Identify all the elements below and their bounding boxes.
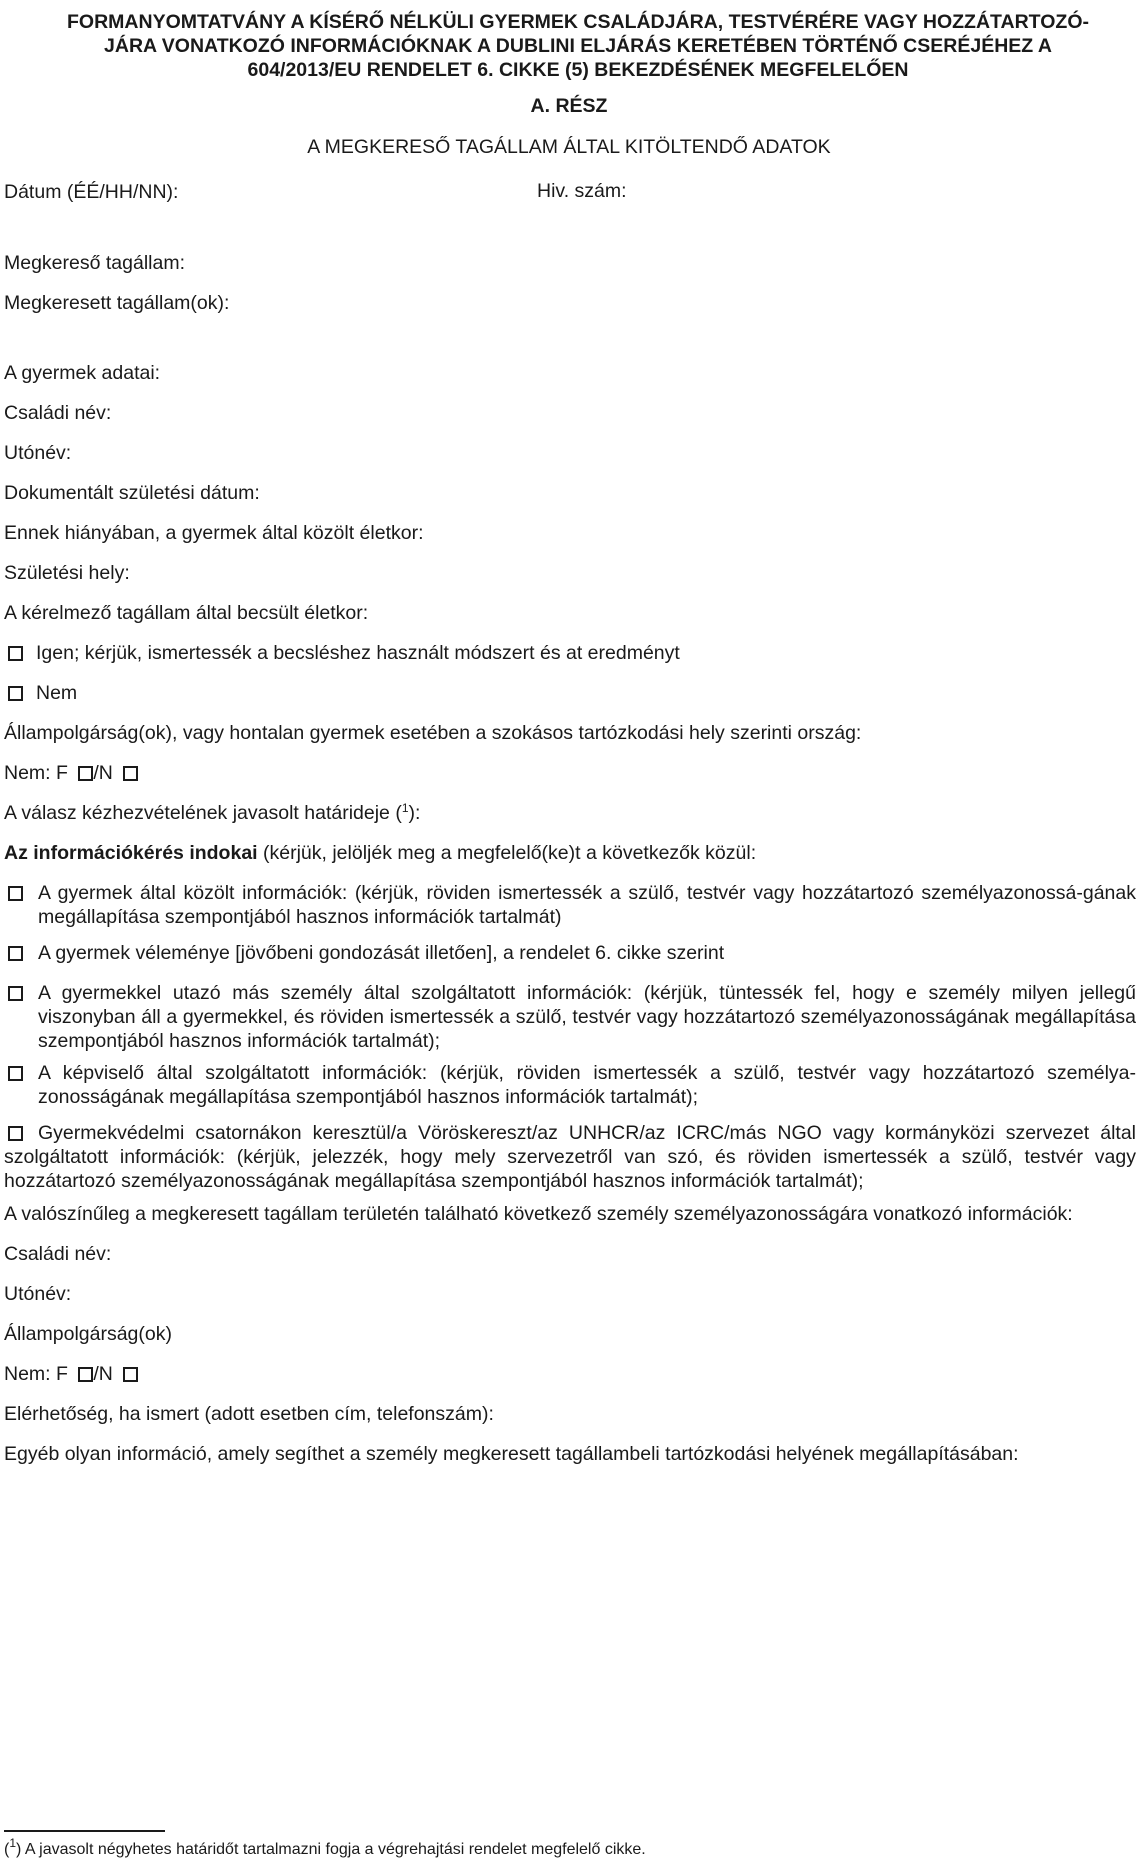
title-line-3: 604/2013/EU RENDELET 6. CIKKE (5) BEKEZDÉSÉNEK MEGFELELŐEN bbox=[247, 59, 909, 81]
footnote-text: ) A javasolt négyhetes határidőt tartalmazni fogja a végrehajtási rendelet megfelelő cikke. bbox=[16, 1841, 646, 1858]
person-sex-label: Nem: F bbox=[4, 1363, 68, 1385]
reason-checkbox-1[interactable] bbox=[8, 886, 23, 901]
person-sex-female-checkbox[interactable] bbox=[78, 1367, 93, 1382]
contact-label: Elérhetőség, ha ismert (adott esetben cím, telefonszám): bbox=[4, 1403, 494, 1425]
reference-number-label: Hiv. szám: bbox=[537, 180, 627, 202]
reason-item bbox=[4, 941, 1136, 965]
reason-item bbox=[4, 1121, 1136, 1193]
footnote-divider bbox=[4, 1830, 165, 1832]
other-info-label: Egyéb olyan információ, amely segíthet a személy megkeresett tagállambeli tartózkodási helyének megállapításában: bbox=[4, 1443, 1019, 1465]
reasons-heading-bold: Az információkérés indokai bbox=[4, 842, 258, 864]
child-data-heading: A gyermek adatai: bbox=[4, 362, 161, 384]
reasons-heading-rest: (kérjük, jelöljék meg a megfelelő(ke)t a következők közül: bbox=[257, 842, 757, 864]
citizenship-label: Állampolgárság(ok), vagy hontalan gyermek esetében a szokásos tartózkodási hely szerinti ország: bbox=[4, 722, 862, 744]
deadline-suffix: ): bbox=[408, 802, 421, 824]
reason-item bbox=[4, 981, 1136, 1053]
child-sex-female-checkbox[interactable] bbox=[78, 766, 93, 781]
person-family-name-label: Családi név: bbox=[4, 1243, 112, 1265]
title-line-2: JÁRA VONATKOZÓ INFORMÁCIÓKNAK A DUBLINI ELJÁRÁS KERETÉBEN TÖRTÉNŐ CSERÉJÉHEZ A bbox=[104, 35, 1052, 57]
person-heading: A valószínűleg a megkeresett tagállam területén található következő személy személyazonosságára vonatkozó információk: bbox=[4, 1203, 1073, 1225]
option-no-label: Nem bbox=[36, 682, 78, 704]
child-stated-age-label: Ennek hiányában, a gyermek által közölt életkor: bbox=[4, 522, 424, 544]
reason-checkbox-3[interactable] bbox=[8, 986, 23, 1001]
option-yes-row bbox=[4, 641, 680, 665]
estimated-age-label: A kérelmező tagállam által becsült életkor: bbox=[4, 602, 369, 624]
person-given-name-label: Utónév: bbox=[4, 1283, 72, 1305]
reason-text-1: A gyermek által közölt információk: (kérjük, röviden ismertessék a szülő, testvér vagy hozzátartozó személyazonossá-gának megállapítása szempontjából hasznos információk tartalmát) bbox=[38, 882, 1136, 928]
requested-states-label: Megkeresett tagállam(ok): bbox=[4, 292, 230, 314]
reason-text-4: A képviselő által szolgáltatott információk: (kérjük, röviden ismertessék a szülő, testvér vagy hozzátartozó személya-zonosságának megállapítása szempontjából hasznos információk tartalmát); bbox=[38, 1062, 1136, 1108]
reason-text-2: A gyermek véleménye [jövőbeni gondozását illetően], a rendelet 6. cikke szerint bbox=[38, 942, 725, 964]
reason-text-3: A gyermekkel utazó más személy által szolgáltatott információk: (kérjük, tüntessék fel, hogy e személy milyen jellegű viszonyban áll a gyermekkel, és röviden ismertessék a szülő, testvér vagy hozzátartozó személyazonosságának megállapítása szempontjából hasznos információk tartalmát); bbox=[38, 982, 1136, 1052]
reason-checkbox-4[interactable] bbox=[8, 1066, 23, 1081]
footnote-open: ( bbox=[4, 1841, 10, 1858]
child-given-name-label: Utónév: bbox=[4, 442, 72, 464]
option-no-checkbox[interactable] bbox=[8, 686, 23, 701]
child-birth-date-label: Dokumentált születési dátum: bbox=[4, 482, 260, 504]
child-sex-separator: /N bbox=[93, 762, 113, 784]
deadline-label bbox=[4, 801, 420, 825]
child-sex-row bbox=[4, 761, 138, 785]
reason-item bbox=[4, 881, 1136, 929]
option-no-row bbox=[4, 681, 77, 705]
form-title bbox=[18, 10, 1138, 82]
child-sex-male-checkbox[interactable] bbox=[123, 766, 138, 781]
option-yes-checkbox[interactable] bbox=[8, 646, 23, 661]
reason-text-5: Gyermekvédelmi csatornákon keresztül/a Vöröskereszt/az UNHCR/az ICRC/más NGO vagy kormányközi szervezet által szolgáltatott információk: (kérjük, jelezzék, hogy mely szervezetről van szó, és röviden ismertessék a szülő, testvér vagy hozzátartozó személyazonosságának megállapítása szempontjából hasznos információk tartalmát); bbox=[4, 1122, 1136, 1192]
footnote bbox=[4, 1836, 646, 1860]
part-label: A. RÉSZ bbox=[530, 95, 608, 117]
reasons-heading bbox=[4, 841, 756, 865]
option-yes-label: Igen; kérjük, ismertessék a becsléshez használt módszert és at eredményt bbox=[36, 642, 680, 664]
deadline-footnote-ref: 1 bbox=[401, 801, 409, 815]
title-line-1: FORMANYOMTATVÁNY A KÍSÉRŐ NÉLKÜLI GYERMEK CSALÁDJÁRA, TESTVÉRÉRE VAGY HOZZÁTARTOZÓ- bbox=[67, 11, 1089, 33]
child-family-name-label: Családi név: bbox=[4, 402, 112, 424]
person-sex-row bbox=[4, 1362, 138, 1386]
footnote-ref: 1 bbox=[9, 1836, 17, 1850]
date-label: Dátum (ÉÉ/HH/NN): bbox=[4, 181, 179, 203]
reason-checkbox-5[interactable] bbox=[8, 1126, 23, 1141]
reason-item bbox=[4, 1061, 1136, 1109]
person-sex-separator: /N bbox=[93, 1363, 113, 1385]
child-birth-place-label: Születési hely: bbox=[4, 562, 130, 584]
person-citizenship-label: Állampolgárság(ok) bbox=[4, 1323, 172, 1345]
child-sex-label: Nem: F bbox=[4, 762, 68, 784]
person-sex-male-checkbox[interactable] bbox=[123, 1367, 138, 1382]
part-subtitle: A MEGKERESŐ TAGÁLLAM ÁLTAL KITÖLTENDŐ ADATOK bbox=[307, 136, 831, 158]
deadline-text: A válasz kézhezvételének javasolt határideje ( bbox=[4, 802, 402, 824]
requesting-state-label: Megkereső tagállam: bbox=[4, 252, 186, 274]
reason-checkbox-2[interactable] bbox=[8, 946, 23, 961]
